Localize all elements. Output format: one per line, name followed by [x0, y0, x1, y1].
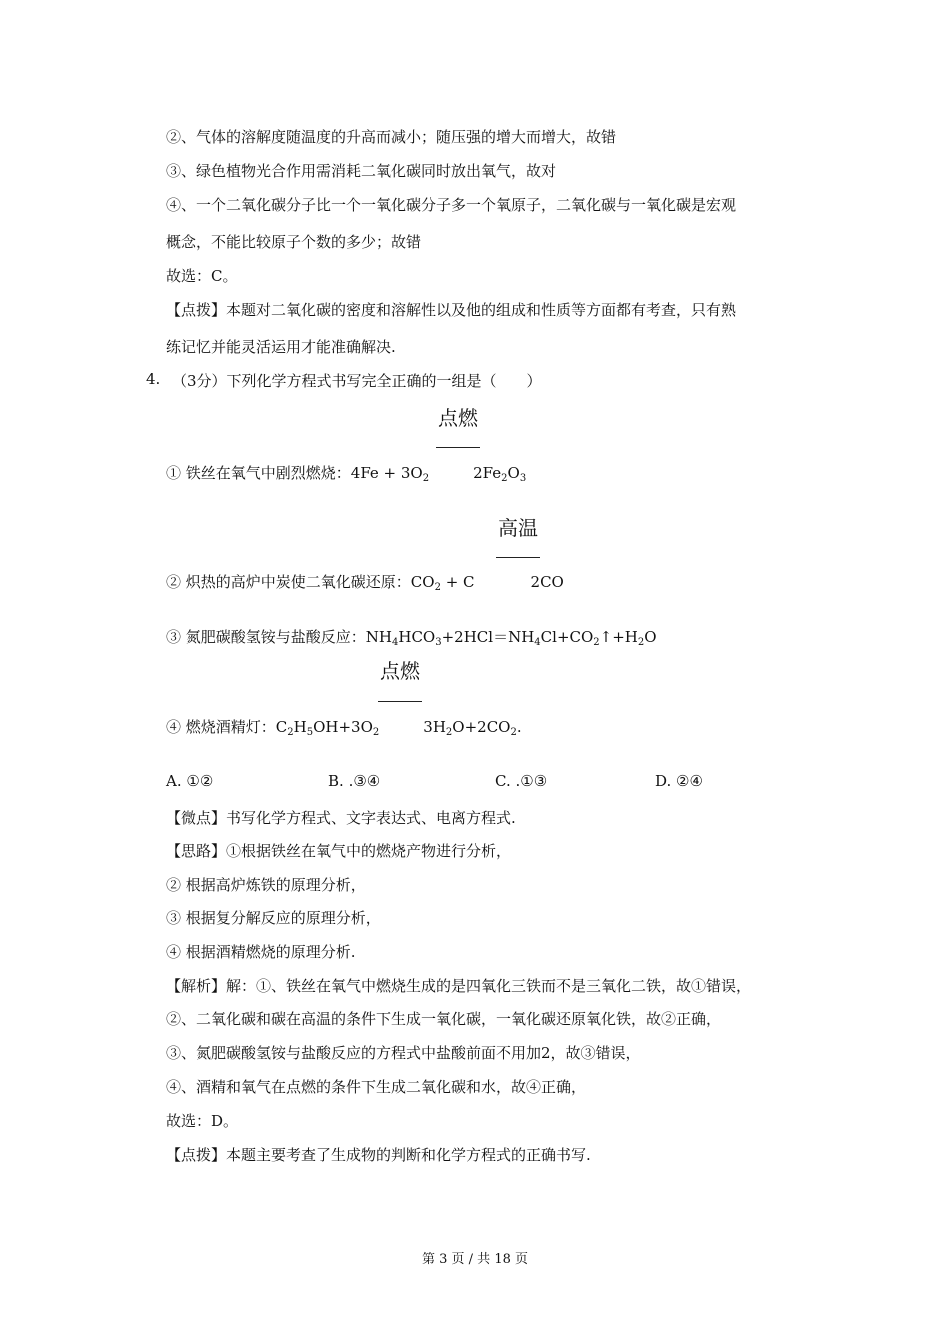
eq1-arrow-bar: [436, 447, 480, 448]
intro-line-1: ②、气体的溶解度随温度的升高而减小；随压强的增大而增大，故错: [166, 128, 617, 146]
equation-1: [166, 462, 526, 484]
analysis-line-9: ④、酒精和氧气在点燃的条件下生成二氧化碳和水，故④正确，: [166, 1078, 587, 1096]
intro-line-3: ④、一个二氧化碳分子比一个一氧化碳分子多一个氧原子，二氧化碳与一氧化碳是宏观: [166, 196, 737, 214]
option-a-text: ①②: [186, 772, 214, 790]
analysis-line-7: ②、二氧化碳和碳在高温的条件下生成一氧化碳，一氧化碳还原氧化铁，故②正确，: [166, 1010, 722, 1028]
equation-3: [166, 626, 657, 648]
eq2-condition: 高温: [498, 516, 538, 540]
analysis-line-4: ③ 根据复分解反应的原理分析，: [166, 909, 381, 927]
eq2-label: ② 炽热的高炉中炭使二氧化碳还原：: [166, 573, 411, 591]
intro-line-4: 概念，不能比较原子个数的多少；故错: [166, 233, 422, 251]
analysis-line-3: ② 根据高炉炼铁的原理分析，: [166, 876, 366, 894]
eq4-rhs: $3H_2O+2CO_2$.: [423, 718, 522, 738]
eq1-rhs: $2Fe_2O_3$: [473, 464, 527, 484]
option-b[interactable]: [328, 772, 380, 790]
option-b-letter: B.: [328, 772, 344, 790]
option-d-letter: D.: [655, 772, 672, 790]
option-c[interactable]: [495, 772, 547, 790]
equation-4: [166, 716, 522, 738]
eq4-lhs: $C_2H_5OH+3O_2$: [275, 718, 380, 738]
intro-line-6: 【点拨】本题对二氧化碳的密度和溶解性以及他的组成和性质等方面都有考查，只有熟: [166, 301, 737, 319]
analysis-line-1: 【微点】书写化学方程式、文字表达式、电离方程式.: [166, 809, 516, 827]
question-number: 4.: [146, 370, 161, 388]
eq1-lhs: $4Fe + 3O_2$: [350, 464, 430, 484]
option-d-text: ②④: [676, 772, 703, 790]
eq4-arrow-bar: [378, 701, 422, 702]
eq3-label: ③ 氮肥碳酸氢铵与盐酸反应：: [166, 628, 366, 646]
eq1-condition: 点燃: [438, 406, 478, 430]
eq2-lhs: $CO_2 + C$: [410, 573, 475, 593]
option-c-text: .①③: [515, 772, 548, 790]
option-c-letter: C.: [495, 772, 511, 790]
eq1-label: ① 铁丝在氧气中剧烈燃烧：: [166, 464, 351, 482]
eq2-rhs: 2CO: [530, 573, 564, 591]
analysis-line-2: 【思路】①根据铁丝在氧气中的燃烧产物进行分析，: [166, 842, 512, 860]
option-b-text: .③④: [348, 772, 381, 790]
option-a-letter: A.: [166, 772, 182, 790]
question-text: （3分）下列化学方程式书写完全正确的一组是（ ）: [172, 372, 542, 390]
intro-line-2: ③、绿色植物光合作用需消耗二氧化碳同时放出氧气，故对: [166, 162, 557, 180]
eq2-arrow-bar: [496, 557, 540, 558]
option-d[interactable]: [655, 772, 703, 790]
intro-line-7: 练记忆并能灵活运用才能准确解决.: [166, 338, 396, 356]
option-a[interactable]: [166, 772, 213, 790]
analysis-line-11: 【点拨】本题主要考查了生成物的判断和化学方程式的正确书写.: [166, 1146, 591, 1164]
eq4-condition: 点燃: [380, 659, 420, 683]
eq3-formula: $NH_4HCO_3+2HCl=NH_4Cl+CO_2↑+H_2O$: [365, 628, 657, 648]
page-footer: 第 3 页 / 共 18 页: [422, 1252, 528, 1267]
eq4-label: ④ 燃烧酒精灯：: [166, 718, 276, 736]
analysis-line-6: 【解析】解：①、铁丝在氧气中燃烧生成的是四氧化三铁而不是三氧化二铁，故①错误，: [166, 977, 752, 995]
analysis-line-8: ③、氮肥碳酸氢铵与盐酸反应的方程式中盐酸前面不用加2，故③错误，: [166, 1044, 641, 1062]
equation-2: [166, 571, 564, 593]
analysis-line-10: 故选：D。: [166, 1112, 239, 1130]
intro-line-5: 故选：C。: [166, 267, 238, 285]
analysis-line-5: ④ 根据酒精燃烧的原理分析.: [166, 943, 356, 961]
